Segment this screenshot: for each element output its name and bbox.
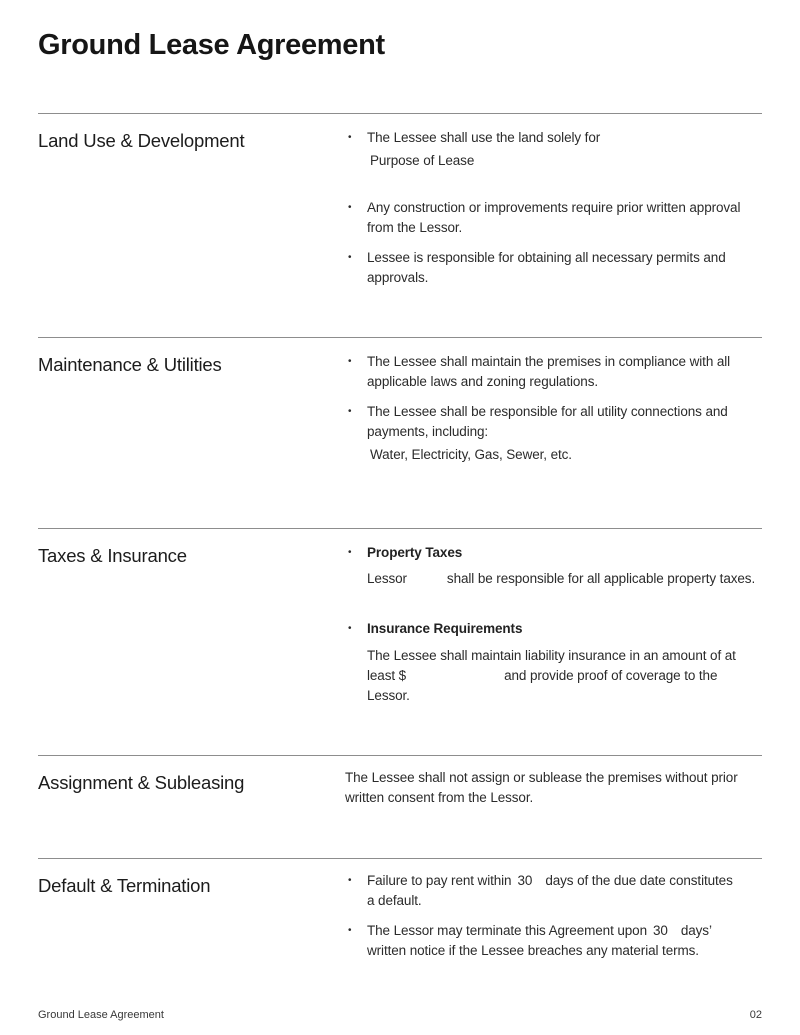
section-heading: Maintenance & Utilities — [38, 354, 222, 375]
clause-title: Insurance Requirements — [367, 621, 523, 636]
clause-text: least $ and provide proof of coverage to the — [367, 668, 718, 683]
list-item — [345, 543, 762, 589]
section-default-termination — [38, 858, 762, 971]
list-item — [345, 248, 762, 288]
section-content — [345, 338, 762, 465]
section-heading: Taxes & Insurance — [38, 545, 187, 566]
section-land-use-development — [38, 113, 762, 298]
clause-text: applicable laws and zoning regulations. — [367, 374, 599, 389]
bullet-icon: • — [348, 875, 352, 886]
clause-paragraph — [345, 768, 762, 808]
clause-text: approvals. — [367, 270, 429, 285]
clause-text: The Lessee shall use the land solely for — [367, 130, 601, 145]
fill-in-value: Purpose of Lease — [370, 153, 475, 168]
clause-text: written consent from the Lessor. — [345, 790, 534, 805]
clause-text: a default. — [367, 893, 422, 908]
clause-text: Lessor. — [367, 688, 410, 703]
page-number: 02 — [749, 1009, 762, 1021]
clause-text: The Lessee shall maintain liability insurance in an amount of at — [367, 648, 736, 663]
bullet-icon: • — [348, 925, 352, 936]
section-heading: Assignment & Subleasing — [38, 772, 245, 793]
blank-field — [668, 934, 681, 935]
blank-field — [406, 679, 504, 680]
bullet-icon: • — [348, 547, 352, 558]
clause-text: payments, including: — [367, 424, 489, 439]
list-item — [345, 871, 762, 911]
section-content — [345, 114, 762, 288]
clause-text: The Lessor may terminate this Agreement upon 30 days’ — [367, 923, 712, 938]
section-heading: Default & Termination — [38, 875, 211, 896]
fill-in-value: 30 — [653, 923, 668, 938]
list-item — [345, 619, 762, 706]
clause-text: written notice if the Lessee breaches any material terms. — [367, 943, 699, 958]
footer-document-title: Ground Lease Agreement — [38, 1009, 164, 1021]
bullet-icon: • — [348, 356, 352, 367]
section-taxes-insurance — [38, 528, 762, 716]
clause-text: The Lessee shall not assign or sublease the premises without prior — [345, 770, 738, 785]
section-content — [345, 529, 762, 706]
list-item — [345, 128, 762, 171]
fill-in-value: Water, Electricity, Gas, Sewer, etc. — [370, 447, 572, 462]
section-content — [345, 756, 762, 808]
blank-field — [532, 884, 545, 885]
clause-title: Property Taxes — [367, 545, 463, 560]
clause-text: Lessor shall be responsible for all applicable property taxes. — [367, 571, 756, 586]
blank-field — [407, 582, 447, 583]
bullet-icon: • — [348, 406, 352, 417]
clause-text: The Lessee shall maintain the premises in compliance with all — [367, 354, 731, 369]
section-heading: Land Use & Development — [38, 130, 245, 151]
clause-text: Any construction or improvements require prior written approval — [367, 200, 741, 215]
section-content — [345, 859, 762, 961]
fill-in-value: 30 — [517, 873, 533, 888]
bullet-icon: • — [348, 623, 352, 634]
clause-text: Failure to pay rent within 30 days of the due date constitutes — [367, 873, 733, 888]
clause-text: Lessee is responsible for obtaining all necessary permits and — [367, 250, 726, 265]
clause-text: from the Lessor. — [367, 220, 463, 235]
document-title: Ground Lease Agreement — [38, 29, 385, 61]
bullet-icon: • — [348, 252, 352, 263]
list-item — [345, 198, 762, 238]
clause-text: The Lessee shall be responsible for all utility connections and — [367, 404, 728, 419]
bullet-icon: • — [348, 132, 352, 143]
section-maintenance-utilities — [38, 337, 762, 475]
section-assignment-subleasing — [38, 755, 762, 808]
bullet-icon: • — [348, 202, 352, 213]
list-item — [345, 402, 762, 465]
list-item — [345, 352, 762, 392]
fill-in-value: Lessor — [367, 571, 407, 586]
list-item — [345, 921, 762, 961]
